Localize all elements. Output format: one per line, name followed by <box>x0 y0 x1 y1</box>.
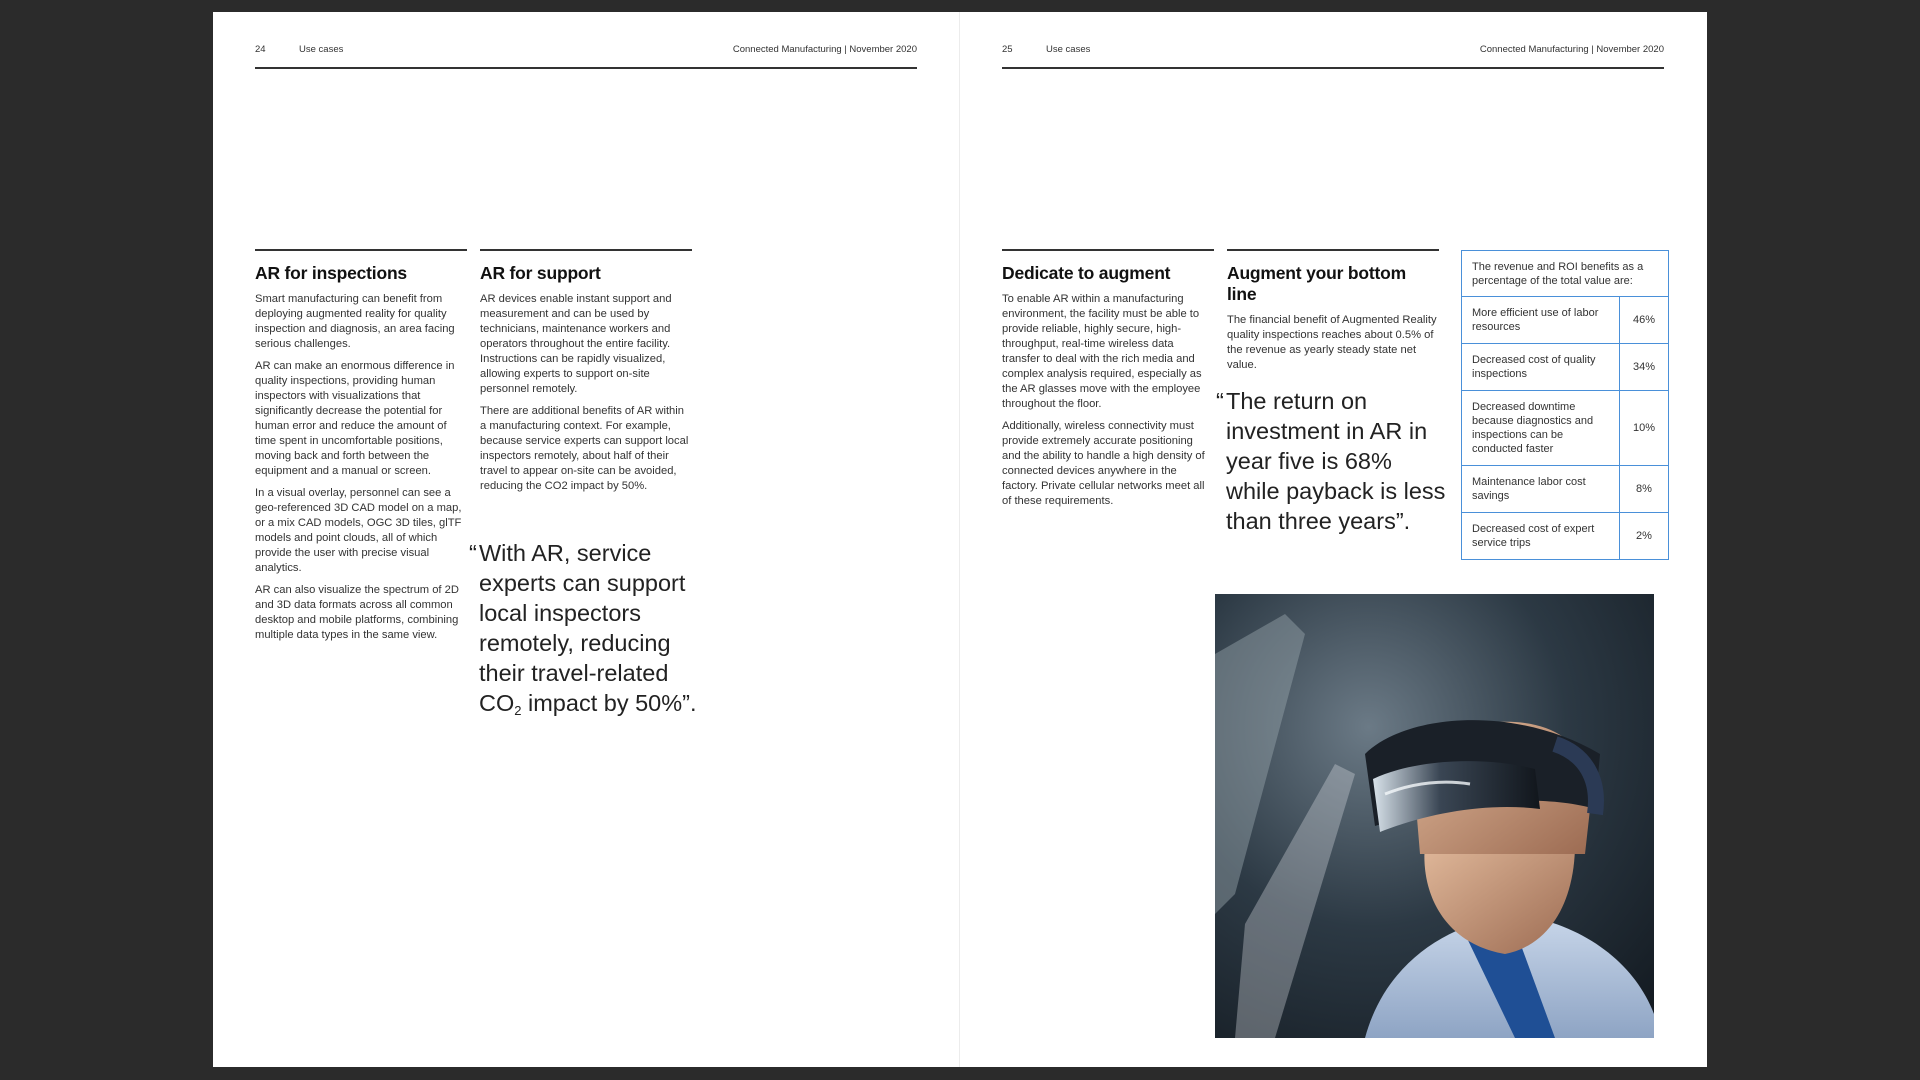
page-gutter <box>959 12 960 1067</box>
section-label: Use cases <box>299 44 344 55</box>
column-heading: AR for support <box>480 262 601 283</box>
column-rule <box>480 249 692 251</box>
paragraph: In a visual overlay, personnel can see a geo-referenced 3D CAD model on a map, or a mix CAD models, OGC 3D tiles, glTF models and point clouds, all of which provide the user with precise visual analytics. <box>255 486 462 574</box>
ar-headset-photo <box>1215 594 1654 1038</box>
quote-subscript: 2 <box>514 703 522 718</box>
quote-text: The return on investment in AR in year five is 68% while payback is less than three years”. <box>1226 388 1446 534</box>
column-rule <box>1002 249 1214 251</box>
row-value: 34% <box>1632 361 1656 373</box>
photo-illustration <box>1215 594 1654 1038</box>
table-row <box>1462 297 1668 344</box>
row-value: 8% <box>1636 483 1652 495</box>
row-label: Decreased cost of quality inspections <box>1462 344 1620 390</box>
running-header <box>255 44 917 64</box>
table-caption: The revenue and ROI benefits as a percentage of the total value are: <box>1462 251 1668 297</box>
row-label: Decreased downtime because diagnostics and inspections can be conducted faster <box>1462 391 1620 465</box>
paragraph: Smart manufacturing can benefit from deploying augmented reality for quality inspection and diagnosis, an area facing serious challenges. <box>255 292 455 350</box>
document-spread <box>213 12 1707 1067</box>
left-page <box>255 12 917 1067</box>
column-bottom-line <box>1227 249 1439 380</box>
row-label: Maintenance labor cost savings <box>1462 466 1620 512</box>
publication-label: Connected Manufacturing | November 2020 <box>1479 44 1664 55</box>
paragraph: AR devices enable instant support and measurement and can be used by technicians, maintenance workers and operators throughout the entire facility. Instructions can be rapidly visualized, allowing experts to support on-site personnel remotely. <box>480 292 672 395</box>
column-heading: Augment your bottom line <box>1227 262 1406 304</box>
running-header <box>1002 44 1664 64</box>
column-rule <box>255 249 467 251</box>
column-ar-inspections <box>255 249 467 650</box>
pull-quote <box>469 538 711 718</box>
table-row <box>1462 391 1668 466</box>
row-value: 46% <box>1632 314 1656 326</box>
table-row <box>1462 466 1668 513</box>
quote-text: With AR, service experts can support local inspectors remotely, reducing their travel-related CO <box>479 540 686 716</box>
paragraph: Additionally, wireless connectivity must provide extremely accurate positioning and the ability to handle a high density of connected devices anywhere in the factory. Private cellular networks meet all of these requirements. <box>1002 419 1205 507</box>
section-label: Use cases <box>1046 44 1091 55</box>
page-number: 24 <box>255 44 266 55</box>
row-label: Decreased cost of expert service trips <box>1462 513 1620 559</box>
paragraph: There are additional benefits of AR within a manufacturing context. For example, because service experts can support local inspectors remotely, about half of their travel to appear on-site can be avoided, reducing the CO2 impact by 50%. <box>480 404 689 492</box>
publication-label: Connected Manufacturing | November 2020 <box>732 44 917 55</box>
quote-mark: “ <box>469 540 477 566</box>
header-rule <box>255 67 917 69</box>
column-dedicate-to-augment <box>1002 249 1214 516</box>
page-number: 25 <box>1002 44 1013 55</box>
column-heading: AR for inspections <box>255 262 407 283</box>
quote-mark: “ <box>1216 388 1224 414</box>
paragraph: To enable AR within a manufacturing environment, the facility must be able to provide reliable, highly secure, high-throughput, real-time wireless data transfer to deal with the rich media and complex analysis required, especially as the AR glasses move with the employee throughout the floor. <box>1002 292 1202 410</box>
row-value: 10% <box>1632 422 1656 434</box>
column-heading: Dedicate to augment <box>1002 262 1171 283</box>
pull-quote <box>1216 386 1448 536</box>
row-value: 2% <box>1636 530 1652 542</box>
quote-text-end: impact by 50%”. <box>521 690 697 716</box>
header-rule <box>1002 67 1664 69</box>
row-label: More efficient use of labor resources <box>1462 297 1620 343</box>
table-row <box>1462 513 1668 559</box>
roi-benefits-table <box>1461 250 1669 560</box>
column-rule <box>1227 249 1439 251</box>
paragraph: AR can also visualize the spectrum of 2D and 3D data formats across all common desktop and mobile platforms, combining multiple data types in the same view. <box>255 583 459 641</box>
column-ar-support <box>480 249 692 501</box>
paragraph: AR can make an enormous difference in quality inspections, providing human inspectors with visualizations that significantly decrease the potential for human error and reduce the amount of time spent in uncomfortable positions, moving back and forth between the equipment and a manual or screen. <box>255 359 455 477</box>
table-row <box>1462 344 1668 391</box>
paragraph: The financial benefit of Augmented Reality quality inspections reaches about 0.5% of the revenue as yearly steady state net value. <box>1227 313 1437 371</box>
